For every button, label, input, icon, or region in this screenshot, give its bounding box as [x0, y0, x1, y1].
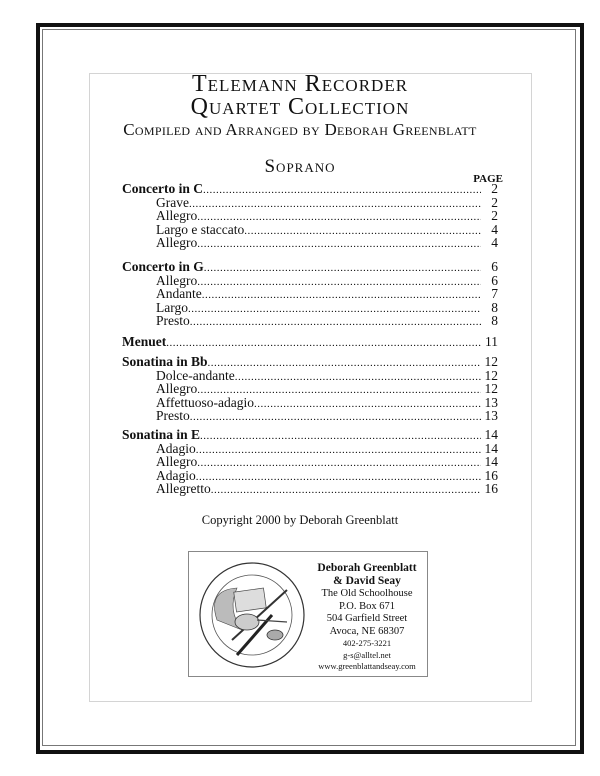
card-address-4: Avoca, NE 68307 [329, 625, 405, 637]
title-line-2: Quartet Collection [190, 94, 410, 120]
toc-entry-title: Sonatina in E [122, 427, 201, 442]
card-name-1: Deborah Greenblatt [317, 562, 417, 574]
contact-info [309, 562, 425, 673]
toc-entry-page: 14 [484, 440, 498, 456]
toc-entry-title: Allegro [156, 208, 198, 224]
toc-entry-page: 16 [484, 481, 498, 497]
toc-entry-title: Concerto in G [122, 259, 204, 274]
toc-entry-title: Presto [156, 313, 190, 329]
card-phone: 402-275-3221 [342, 638, 392, 648]
toc-entry-page: 12 [484, 367, 498, 383]
card-website: www.greenblattandseay.com [318, 661, 416, 671]
card-name-2: & David Seay [333, 575, 401, 587]
toc-entry-title: Allegretto [156, 481, 211, 497]
toc-entry-page: 4 [491, 221, 498, 237]
toc-entry-page: 4 [491, 235, 498, 251]
toc-entry-title: Allegro [156, 272, 198, 288]
page-column-header: PAGE [473, 173, 503, 185]
toc-entry-title: Andante [156, 286, 202, 302]
copyright: Copyright 2000 by Deborah Greenblatt [201, 513, 399, 527]
toc-subentry [156, 455, 498, 469]
toc-subentry [156, 314, 498, 328]
dot-leader [190, 410, 481, 424]
toc-entry-title: Largo [156, 299, 188, 315]
toc-entry-page: 14 [484, 454, 498, 470]
toc-entry-title: Allegro [156, 235, 198, 251]
toc-subentry [156, 396, 498, 410]
toc-entry-page: 13 [484, 394, 498, 410]
dot-leader [211, 483, 481, 497]
toc-subentry [156, 274, 498, 288]
toc-entry-page: 2 [491, 181, 498, 196]
toc-section [122, 335, 498, 349]
toc-entry-page: 2 [491, 208, 498, 224]
dot-leader [190, 315, 481, 329]
toc-entry-page: 6 [491, 259, 498, 274]
dot-leader [166, 336, 481, 350]
toc-subentry [156, 482, 498, 496]
toc-entry-title: Adagio [156, 467, 196, 483]
card-email: g-s@alltel.net [343, 649, 391, 660]
toc-subentry [156, 409, 498, 423]
toc-entry-title: Presto [156, 408, 190, 424]
toc-entry-title: Largo e staccato [156, 221, 245, 237]
toc-subentry [156, 287, 498, 301]
toc-entry-page: 11 [485, 334, 498, 349]
toc-section [122, 428, 498, 442]
title-line-1: Telemann Recorder [191, 71, 409, 97]
toc-section [122, 355, 498, 369]
toc-entry-title: Affettuoso-adagio [156, 394, 254, 410]
toc-entry-title: Allegro [156, 381, 198, 397]
toc-section [122, 260, 498, 274]
subtitle: Compiled and Arranged by Deborah Greenblatt [123, 120, 477, 139]
toc-entry-page: 7 [491, 286, 498, 302]
toc-entry-title: Menuet [122, 334, 167, 349]
toc-entry-page: 6 [491, 272, 498, 288]
toc-subentry [156, 196, 498, 210]
toc-entry-page: 8 [491, 299, 498, 315]
card-address-1: The Old Schoolhouse [321, 588, 413, 599]
toc-entry-page: 2 [491, 194, 498, 210]
toc-subentry [156, 442, 498, 456]
greenblatt-seay-logo [197, 560, 307, 670]
part-heading: Soprano [264, 156, 336, 177]
toc-section [122, 182, 498, 196]
toc-subentry [156, 236, 498, 250]
dot-leader [197, 237, 481, 251]
toc-entry-page: 13 [484, 408, 498, 424]
toc-entry-page: 14 [484, 427, 498, 442]
toc-subentry [156, 223, 498, 237]
toc-entry-page: 16 [484, 467, 498, 483]
toc-entry-page: 12 [484, 354, 498, 369]
toc-entry-title: Adagio [156, 440, 196, 456]
toc-entry-title: Concerto in C [122, 181, 203, 196]
card-address-2: P.O. Box 671 [338, 600, 395, 612]
toc-entry-title: Allegro [156, 454, 198, 470]
toc-entry-title: Sonatina in Bb [122, 354, 208, 369]
toc-entry-title: Dolce-andante [156, 367, 235, 383]
toc-subentry [156, 301, 498, 315]
toc-entry-page: 8 [491, 313, 498, 329]
toc-entry-title: Grave [156, 194, 189, 210]
business-card [188, 551, 428, 677]
toc-entry-page: 12 [484, 381, 498, 397]
toc-subentry [156, 369, 498, 383]
card-address-3: 504 Garfield Street [326, 613, 408, 624]
